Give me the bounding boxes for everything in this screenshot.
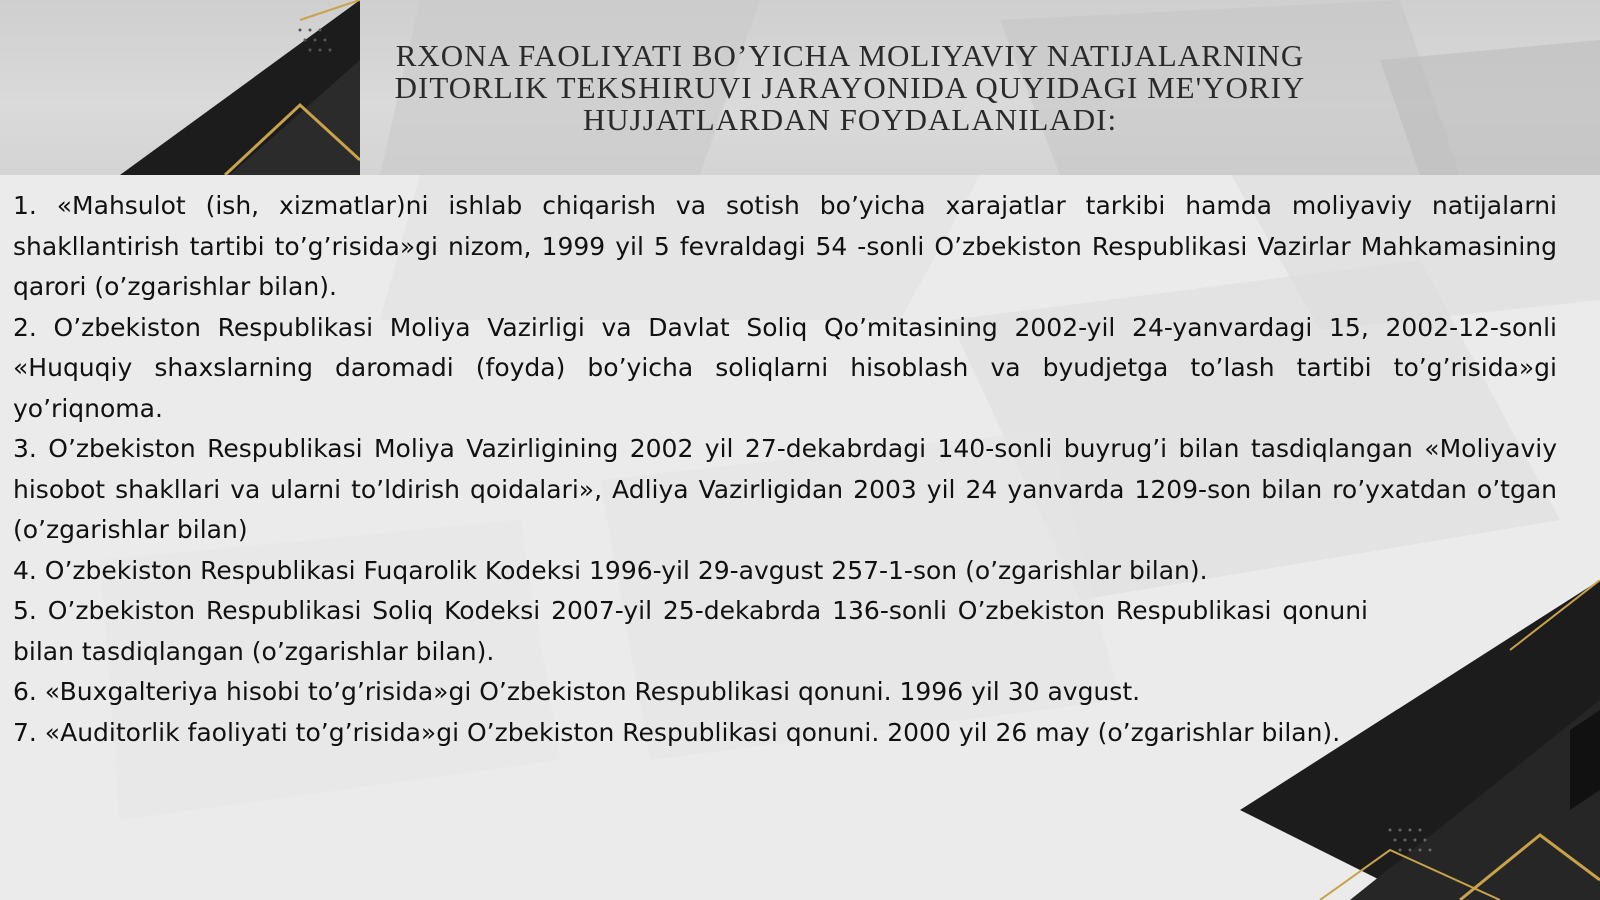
regulation-list: [13, 186, 1557, 753]
slide-title: [320, 40, 1380, 136]
list-item: 1. «Mahsulot (ish, xizmatlar)ni ishlab chiqarish va sotish bo’yicha xarajatlar tarkibi hamda moliyaviy natijalarni shakllantirish tartibi to’g’risida»gi nizom, 1999 yil 5 fevraldagi 54 -sonli O’zbekiston Respublikasi Vazirlar Mahkamasining qarori (o’zgarishlar bilan).: [13, 191, 1557, 301]
list-item: 7. «Auditorlik faoliyati to’g’risida»gi O’zbekiston Respublikasi qonuni. 2000 yil 26 may (o’zgarishlar bilan).: [13, 717, 1341, 747]
title-line-3: HUJJATLARDAN FOYDALANILADI:: [582, 102, 1118, 137]
list-item: 5. O’zbekiston Respublikasi Soliq Kodeksi 2007-yil 25-dekabrda 136-sonli O’zbekiston Respublikasi qonuni bilan tasdiqlangan (o’zgarishlar bilan).: [13, 596, 1368, 666]
list-item: 2. O’zbekiston Respublikasi Moliya Vazirligi va Davlat Soliq Qo’mitasining 2002-yil 24-yanvardagi 15, 2002-12-sonli «Huquqiy shaxslarning daromadi (foyda) bo’yicha soliqlarni hisoblash va byudjetga to’lash tartibi to’g’risida»gi yo’riqnoma.: [13, 312, 1557, 423]
list-item: 6. «Buxgalteriya hisobi to’g’risida»gi O’zbekiston Respublikasi qonuni. 1996 yil 30 avgust.: [13, 677, 1141, 706]
list-item: 3. O’zbekiston Respublikasi Moliya Vazirligining 2002 yil 27-dekabrdagi 140-sonli buyrug’i bilan tasdiqlangan «Moliyaviy hisobot shakllari va ularni to’ldirish qoidalari», Adliya Vazirligidan 2003 yil 24 yanvarda 1209-son bilan ro’yxatdan o’tgan (o’zgarishlar bilan): [13, 434, 1557, 544]
title-line-2: DITORLIK TEKSHIRUVI JARAYONIDA QUYIDAGI ME'YORIY: [394, 70, 1306, 105]
corner-ornament-top-left: [0, 0, 360, 175]
list-item: 4. O’zbekiston Respublikasi Fuqarolik Kodeksi 1996-yil 29-avgust 257-1-son (o’zgarishlar bilan).: [13, 555, 1208, 585]
title-line-1: RXONA FAOLIYATI BO’YICHA MOLIYAVIY NATIJALARNING: [395, 38, 1305, 73]
